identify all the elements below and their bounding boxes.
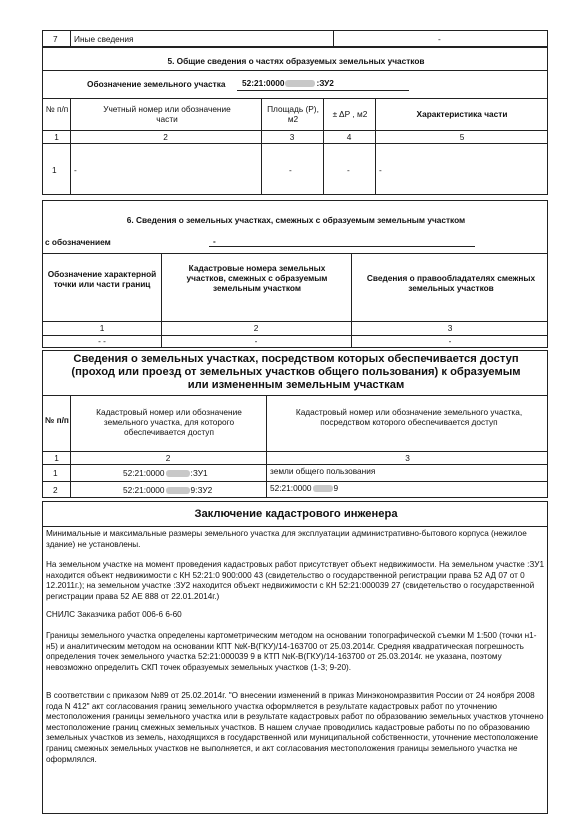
cell-target-plot: 52:21:0000 9:ЗУ2 — [123, 485, 213, 495]
cell-point: - - — [98, 336, 106, 346]
cell-target-plot: 52:21:0000 :ЗУ1 — [123, 468, 208, 478]
header-characteristic: Характеристика части — [416, 109, 508, 119]
conclusion-paragraph: СНИЛС Заказчика работ 006-6 6-60 — [46, 610, 182, 619]
designation-label: Обозначение земельного участка — [87, 79, 226, 89]
col-number: 5 — [459, 132, 465, 142]
parts-table — [43, 98, 547, 194]
header-access-plot: Кадастровый номер или обозначение земельного участка, посредством которого обеспечивается доступ — [295, 407, 523, 427]
cell-access-plot: земли общего пользования — [270, 466, 376, 476]
conclusion-paragraph: В соответствии с приказом №89 от 25.02.2014г. "О внесении изменений в приказ Минэкономразвития России от 24 ноября 2008 года N 412" акт согласования границ земельного участка оформляется в результате кадастровых работ по уточнению местоположения границы земельного участка или в результате кадастровых работ по образованию земельных участков уточнено местоположение границ смежных земельных участков. В нашем случае проводились кадастровые работы по по образованию земельных участков из земель, находящихся в государственной или муниципальной собственности, уточнение местоположение границ смежных земельных участков не выполняется, и акт согласования местоположения границы земельного участка не оформлялся. — [46, 691, 544, 764]
row-number: 7 — [53, 34, 58, 44]
redaction-mark — [166, 470, 190, 477]
header-target-plot: Кадастровый номер или обозначение земельного участка, для которого обеспечивается доступ — [96, 407, 242, 437]
row-other-info — [42, 30, 548, 47]
header-delta: ± ΔР , м2 — [332, 109, 368, 119]
cell-num: 2 — [53, 485, 58, 495]
row-label: Иные сведения — [74, 34, 134, 44]
col-number: 2 — [165, 453, 171, 463]
col-number: 1 — [54, 453, 59, 463]
cell-characteristic: - — [379, 165, 382, 175]
access-table — [43, 395, 547, 497]
section-6-adjacent — [42, 200, 548, 348]
col-number: 2 — [253, 323, 259, 333]
section-6-title: 6. Сведения о земельных участках, смежных с образуемым земельным участком — [126, 215, 466, 225]
redaction-mark — [166, 487, 190, 494]
cell-access-plot: 52:21:0000 9 — [270, 483, 339, 493]
with-designation-value: - — [213, 236, 216, 246]
col-number: 2 — [163, 132, 168, 142]
header-cadastral: Кадастровые номера земельных участков, смежных с образуемым земельным участком — [186, 263, 328, 293]
header-num: № п/п — [45, 415, 69, 425]
cell-cadastral: - — [254, 336, 258, 346]
conclusion-title: Заключение кадастрового инженера — [194, 508, 398, 520]
header-part-id: Учетный номер или обозначение части — [103, 104, 231, 124]
col-number: 1 — [54, 132, 59, 142]
cell-part-id: - — [74, 165, 77, 175]
header-owners: Сведения о правообладателях смежных земельных участков — [366, 273, 536, 293]
col-number: 3 — [447, 323, 453, 333]
col-number: 3 — [289, 132, 295, 142]
cell-num: 1 — [52, 165, 57, 175]
cell-area: - — [289, 165, 292, 175]
cell-owners: - — [448, 336, 452, 346]
conclusion-paragraph: На земельном участке на момент проведения кадастровых работ присутствует объект недвижимости. На земельном участке :ЗУ1 находится объект недвижимости с КН 52:21:0 900:000 43 (свидетельство о государственной регистрации права 52 АД 07 от 0 12.2011г.); на земельном участке :ЗУ2 находится объект недвижимости с КН 52:21:000039 27 (свидетельство о государственной регистрации права 52 АЕ 888 от 22.01.2014г.) — [46, 560, 544, 601]
adjacent-table — [43, 253, 547, 347]
header-area: Площадь (Р), м2 — [267, 104, 319, 124]
section-conclusion — [42, 501, 548, 814]
section-access-title: Сведения о земельных участках, посредством которых обеспечивается доступ (проход или проезд от земельных участков общего пользования) к образуемым или измененным земельным участкам — [71, 353, 521, 391]
section-access — [42, 350, 548, 498]
section-5-parts — [42, 47, 548, 195]
with-designation-label: с обозначением — [45, 237, 111, 247]
cell-delta: - — [347, 165, 350, 175]
redaction-mark — [285, 80, 315, 87]
conclusion-paragraph: Минимальные и максимальные размеры земельного участка для эксплуатации административно-бытового корпуса (нежилое здание) не установлены. — [46, 529, 527, 549]
header-num: № п/п — [45, 104, 69, 114]
col-number: 3 — [405, 453, 410, 463]
header-point: Обозначение характерной точки или части границ — [47, 269, 157, 289]
redaction-mark — [313, 485, 333, 492]
col-number: 4 — [346, 132, 352, 142]
conclusion-paragraph: Границы земельного участка определены картометрическим методом на основании топографической съемки М 1:500 (точки н1-н5) и аналитическим методом на основании КПТ №К-В(ГКУ)/14-163700 от 25.03.2014г. Средняя квадратическая погрешность определения точек земельного участка 52:21:000039 9 в КТП №К-В(ГКУ)/14-163700 от 25.03.2014г. не указана, поэтому невозможно определить СКП точек образуемых земельных участков (1-3; 9-20). — [46, 631, 537, 672]
designation-value: 52:21:0000 :ЗУ2 — [242, 78, 334, 88]
col-number: 1 — [99, 323, 105, 333]
row-value: - — [438, 34, 441, 44]
section-5-title: 5. Общие сведения о частях образуемых земельных участков — [167, 56, 425, 66]
cell-num: 1 — [53, 468, 58, 478]
